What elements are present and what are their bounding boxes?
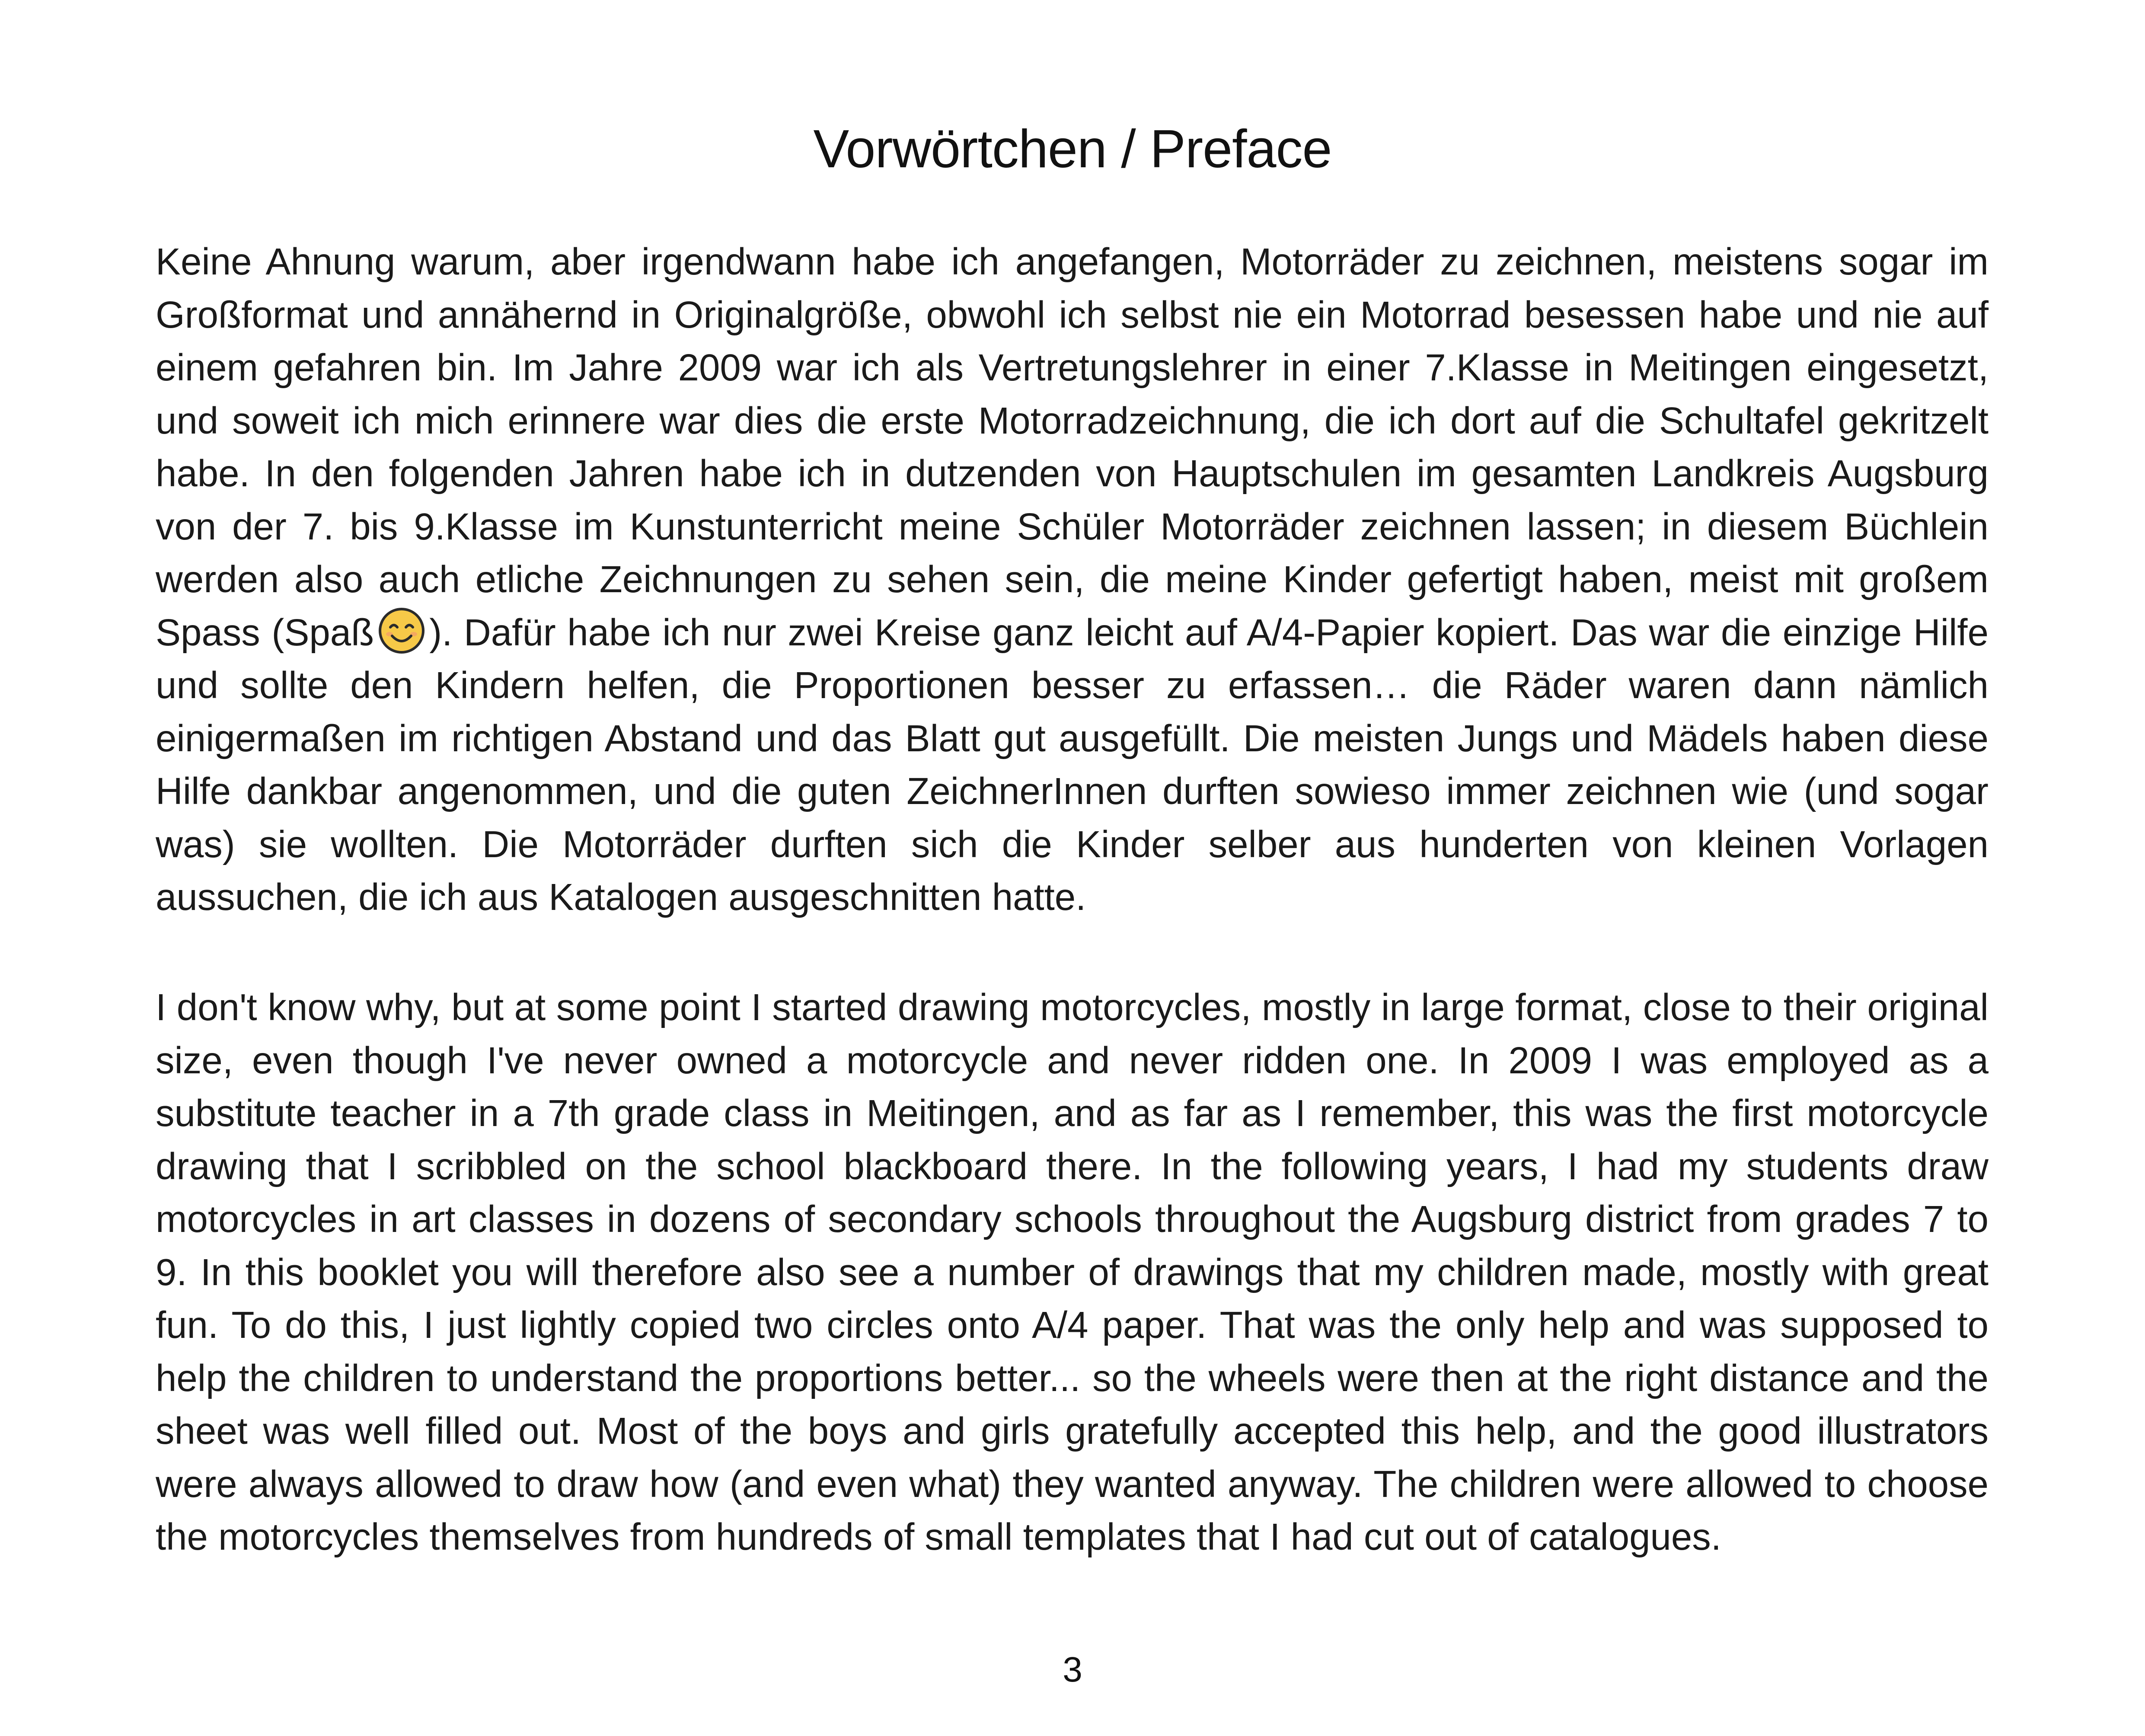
page-title: Vorwörtchen / Preface [813, 119, 1332, 179]
english-paragraph: I don't know why, but at some point I started drawing motorcycles, mostly in large format, close to their original size, even though I've never owned a motorcycle and never ridden one. In 2009 I was employed as a substitute teacher in a 7th grade class in Meitingen, and as far as I remember, this was the first motorcycle drawing that I scribbled on the school blackboard there. In the following years, I had my students draw motorcycles in art classes in dozens of secondary schools throughout the Augsburg district from grades 7 to 9. In this booklet you will therefore also see a number of drawings that my children made, mostly with great fun. To do this, I just lightly copied two circles onto A/4 paper. That was the only help and was supposed to help the children to understand the proportions better... so the wheels were then at the right distance and the sheet was well filled out. Most of the boys and girls gratefully accepted this help, and the good illustrators were always allowed to draw how (and even what) they wanted anyway. The children were allowed to choose the motorcycles themselves from hundreds of small templates that I had cut out of catalogues. [156, 986, 1989, 1558]
smiling-face-emoji-icon [377, 606, 426, 655]
german-paragraph [156, 236, 1989, 924]
german-paragraph-text-part-2: ). Dafür habe ich nur zwei Kreise ganz leicht auf A/4-Papier kopiert. Das war die einzige Hilfe und sollte den Kindern helfen, die Proportionen besser zu erfassen… die Räder waren dann nämlich einigermaßen im richtigen Abstand und das Blatt gut ausgefüllt. Die meisten Jungs und Mädels haben diese Hilfe dankbar angenommen, und die guten ZeichnerInnen durften sowieso immer zeichnen wie (und sogar was) sie wollten. Die Motorräder durften sich die Kinder selber aus hunderten von kleinen Vorlagen aussuchen, die ich aus Katalogen ausgeschnitten hatte. [156, 611, 1989, 918]
page-number: 3 [1063, 1650, 1082, 1689]
german-paragraph-text-part-1: Keine Ahnung warum, aber irgendwann habe ich angefangen, Motorräder zu zeichnen, meistens sogar im Großformat und annähernd in Originalgröße, obwohl ich selbst nie ein Motorrad besessen habe und nie auf einem gefahren bin. Im Jahre 2009 war ich als Vertretungslehrer in einer 7.Klasse in Meitingen eingesetzt, und soweit ich mich erinnere war dies die erste Motorradzeichnung, die ich dort auf die Schultafel gekritzelt habe. In den folgenden Jahren habe ich in dutzenden von Hauptschulen im gesamten Landkreis Augsburg von der 7. bis 9.Klasse im Kunstunterricht meine Schüler Motorräder zeichnen lassen; in diesem Büchlein werden also auch etliche Zeichnungen zu sehen sein, die meine Kinder gefertigt haben, meist mit großem Spass (Spaß [156, 241, 1989, 654]
